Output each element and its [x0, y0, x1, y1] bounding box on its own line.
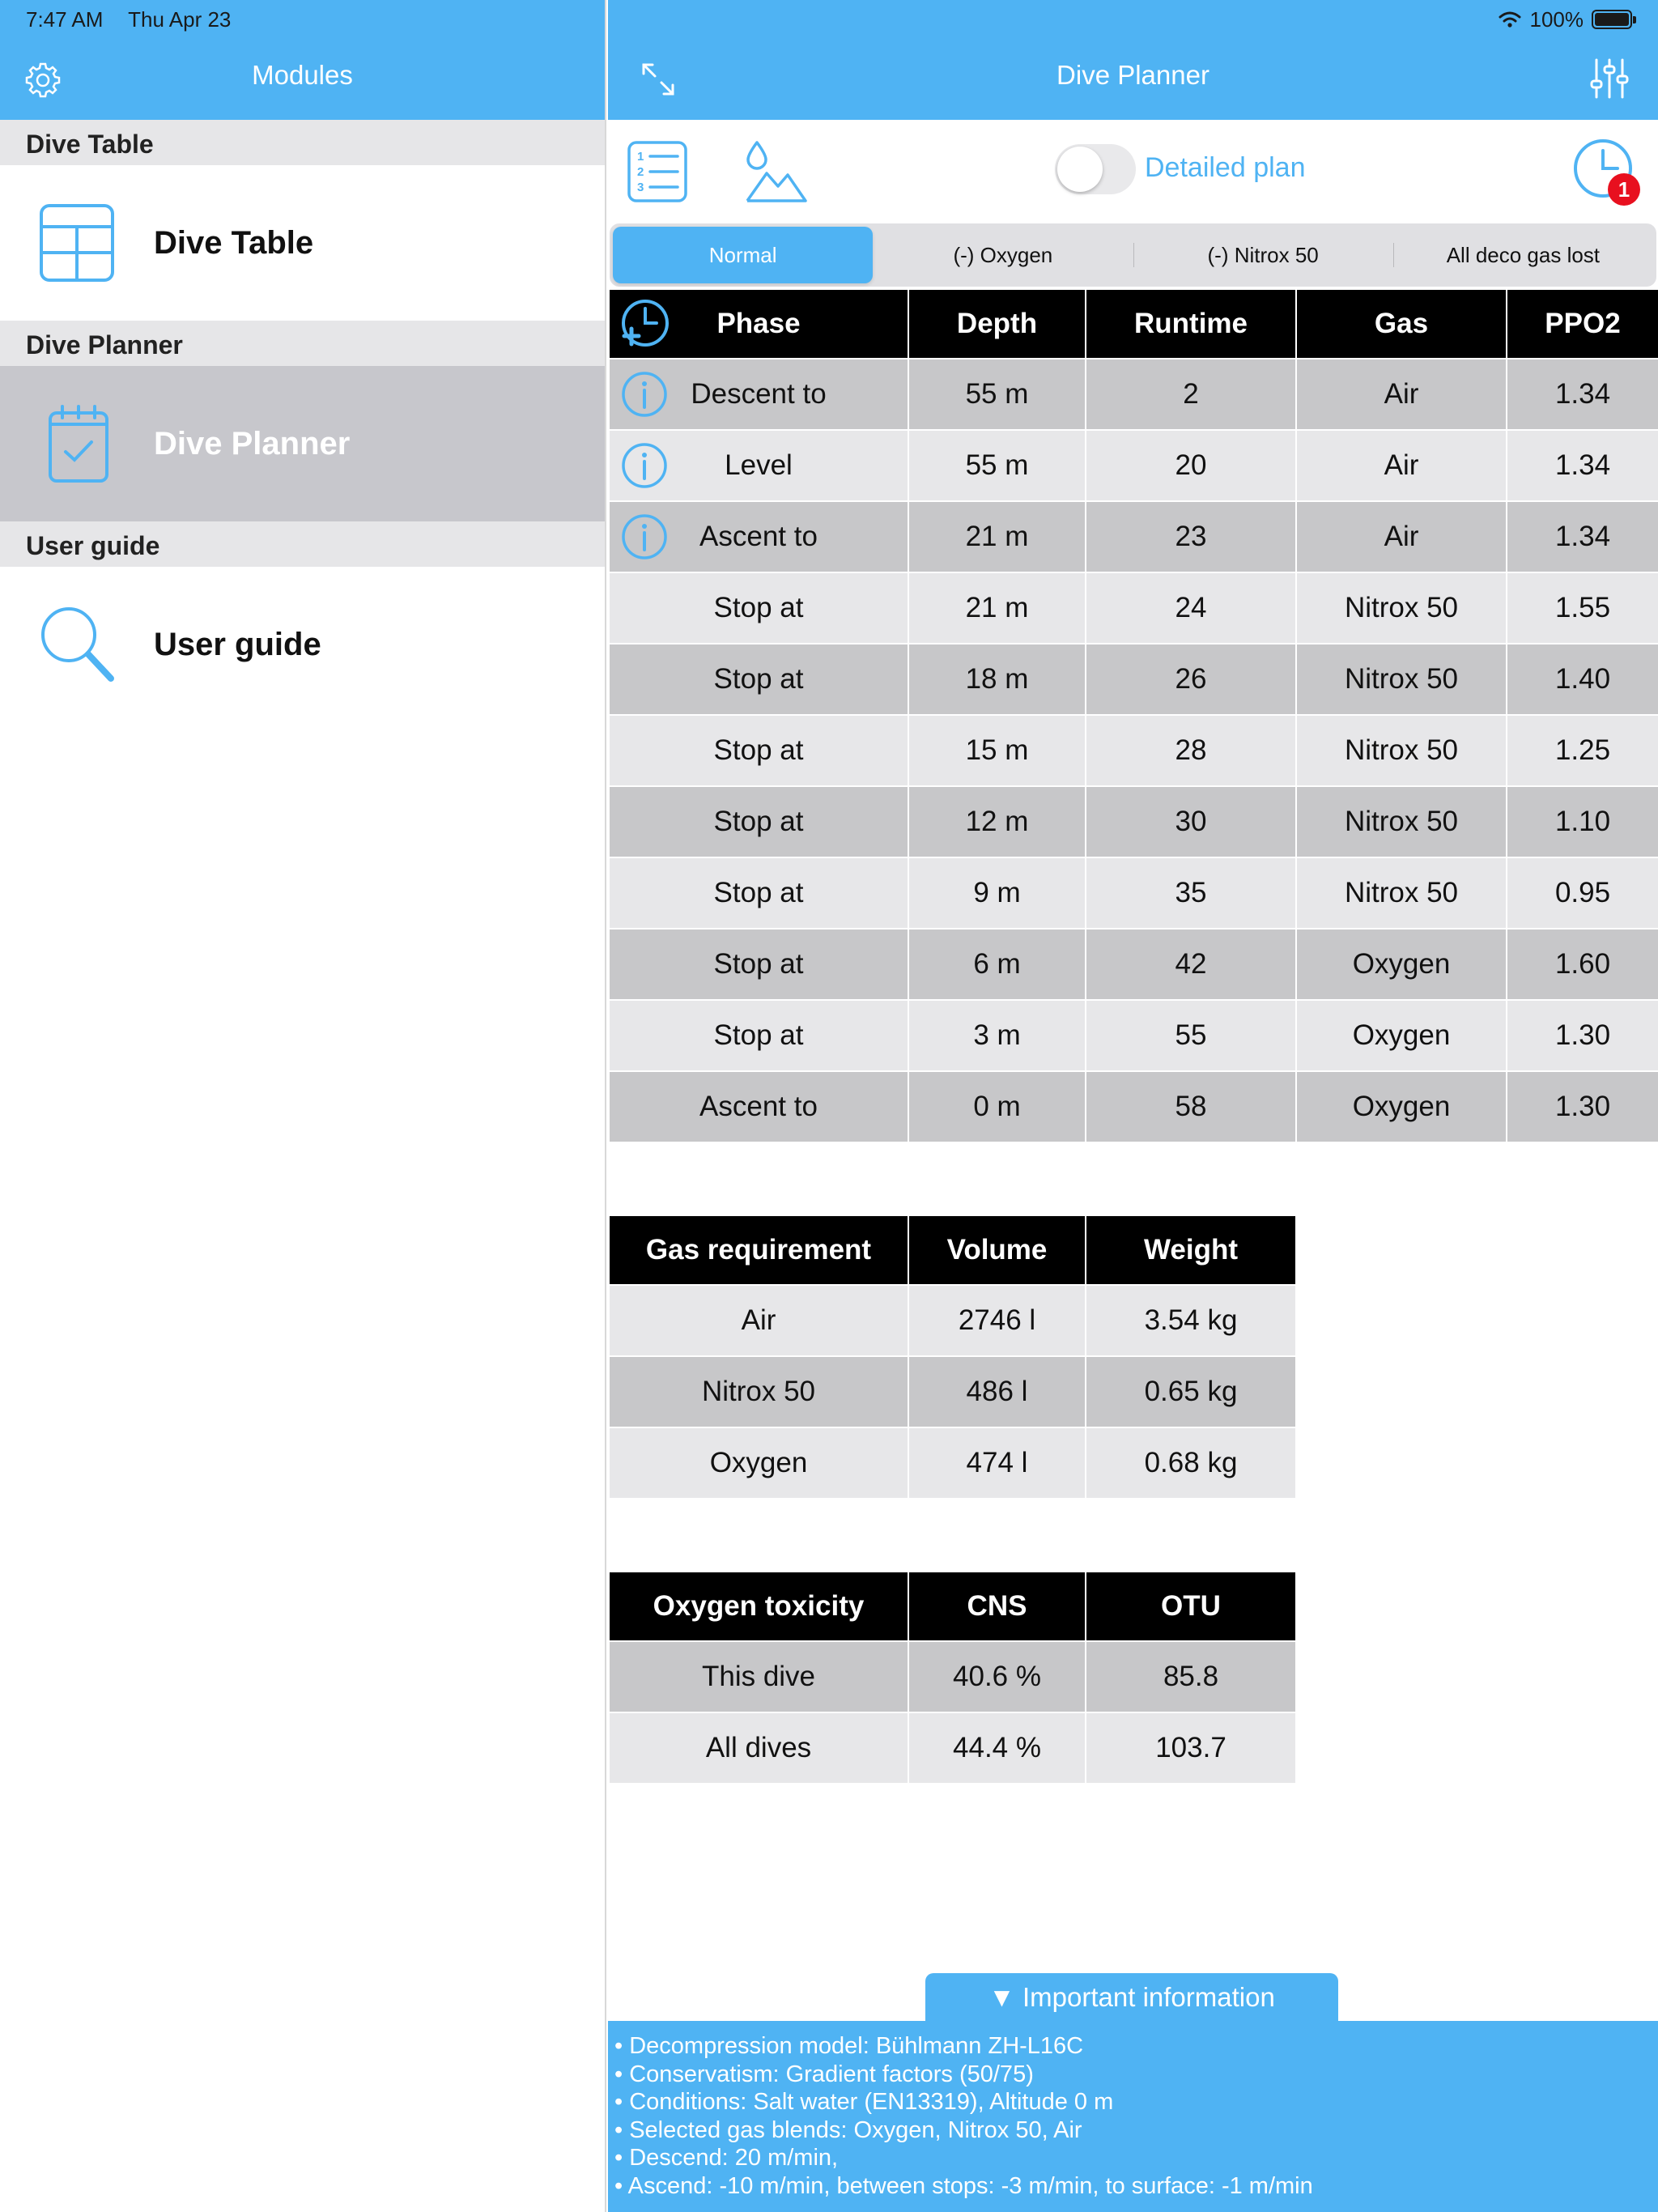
cell-volume: 474 l	[908, 1427, 1086, 1499]
sliders-icon[interactable]	[1590, 57, 1629, 100]
cell-ppo2: 1.40	[1507, 644, 1658, 715]
cell-ppo2: 1.30	[1507, 1000, 1658, 1071]
info-icon[interactable]	[621, 513, 668, 560]
cell-gas-name: Nitrox 50	[609, 1356, 908, 1427]
phase-label: Stop at	[713, 1019, 804, 1051]
cell-depth: 55 m	[908, 359, 1086, 430]
cell-otu: 85.8	[1086, 1641, 1296, 1712]
phase-label: Ascent to	[699, 521, 818, 552]
phase-label: Stop at	[713, 877, 804, 908]
wifi-icon	[1498, 11, 1522, 28]
page-title: Dive Planner	[1056, 60, 1209, 90]
table-row	[609, 1712, 1296, 1784]
cell-runtime: 24	[1086, 572, 1296, 644]
status-time: 7:47 AM	[26, 6, 104, 32]
table-row[interactable]	[609, 359, 1658, 430]
cell-gas: Air	[1296, 430, 1507, 501]
header-gas: Gas	[1296, 289, 1507, 359]
table-row[interactable]	[609, 1000, 1658, 1071]
toggle-knob	[1057, 147, 1103, 192]
cell-phase	[609, 857, 908, 929]
planner-toolbar	[608, 120, 1658, 223]
cell-ppo2: 1.34	[1507, 359, 1658, 430]
cell-depth: 12 m	[908, 786, 1086, 857]
cell-runtime: 20	[1086, 430, 1296, 501]
cell-ppo2: 1.34	[1507, 501, 1658, 572]
cell-depth: 3 m	[908, 1000, 1086, 1071]
cell-phase	[609, 1000, 908, 1071]
search-icon	[32, 600, 121, 689]
cell-phase	[609, 572, 908, 644]
header-phase-label: Phase	[716, 308, 801, 339]
cell-volume: 486 l	[908, 1356, 1086, 1427]
battery-percent: 100%	[1529, 6, 1584, 32]
cell-phase	[609, 501, 908, 572]
cell-runtime: 42	[1086, 929, 1296, 1000]
cell-phase	[609, 786, 908, 857]
phase-label: Ascent to	[699, 1091, 818, 1122]
header-oxygen-toxicity: Oxygen toxicity	[609, 1572, 908, 1641]
cell-ppo2: 1.34	[1507, 430, 1658, 501]
cell-runtime: 23	[1086, 501, 1296, 572]
notification-badge: 1	[1608, 173, 1640, 206]
cell-label: All dives	[609, 1712, 908, 1784]
dive-planner-pane	[608, 0, 1658, 2212]
detailed-plan-label: Detailed plan	[1145, 152, 1306, 183]
cell-gas-name: Oxygen	[609, 1427, 908, 1499]
cell-ppo2: 1.25	[1507, 715, 1658, 786]
cell-runtime: 28	[1086, 715, 1296, 786]
section-header-dive-table: Dive Table	[0, 120, 605, 165]
header-gas-requirement: Gas requirement	[609, 1215, 908, 1285]
phase-label: Stop at	[713, 663, 804, 695]
module-label-user-guide: User guide	[154, 626, 321, 662]
phase-label: Stop at	[713, 806, 804, 837]
phase-label: Stop at	[713, 948, 804, 980]
header-phase	[609, 289, 908, 359]
table-row[interactable]	[609, 644, 1658, 715]
cell-volume: 2746 l	[908, 1285, 1086, 1356]
status-date: Thu Apr 23	[128, 6, 232, 32]
svg-text:1: 1	[637, 150, 644, 164]
table-row[interactable]	[609, 572, 1658, 644]
table-row[interactable]	[609, 929, 1658, 1000]
module-dive-planner[interactable]	[0, 366, 605, 521]
section-header-user-guide: User guide	[0, 521, 605, 567]
cell-phase	[609, 430, 908, 501]
table-row[interactable]	[609, 501, 1658, 572]
header-ppo2: PPO2	[1507, 289, 1658, 359]
info-line: • Conditions: Salt water (EN13319), Altitude 0 m	[614, 2089, 1114, 2115]
table-row[interactable]	[609, 715, 1658, 786]
cell-ppo2: 1.10	[1507, 786, 1658, 857]
cell-gas: Nitrox 50	[1296, 786, 1507, 857]
cell-ppo2: 1.55	[1507, 572, 1658, 644]
cell-ppo2: 1.60	[1507, 929, 1658, 1000]
cell-gas: Nitrox 50	[1296, 572, 1507, 644]
detailed-plan-toggle[interactable]	[1055, 144, 1136, 194]
cell-depth: 18 m	[908, 644, 1086, 715]
table-row	[609, 1285, 1296, 1356]
cell-ppo2: 1.30	[1507, 1071, 1658, 1142]
gas-requirement-table	[608, 1214, 1297, 1499]
battery-icon	[1592, 10, 1632, 29]
table-header-row	[609, 1572, 1296, 1641]
phase-label: Stop at	[713, 592, 804, 623]
dive-plan-table	[608, 288, 1658, 1143]
cell-runtime: 30	[1086, 786, 1296, 857]
cell-weight: 0.68 kg	[1086, 1427, 1296, 1499]
cell-depth: 0 m	[908, 1071, 1086, 1142]
info-line: • Decompression model: Bühlmann ZH-L16C	[614, 2033, 1084, 2059]
sidebar-title: Modules	[252, 60, 353, 90]
table-header-row	[609, 1215, 1296, 1285]
table-row[interactable]	[609, 1071, 1658, 1142]
info-icon[interactable]	[621, 442, 668, 489]
table-row	[609, 1641, 1296, 1712]
info-line: • Descend: 20 m/min,	[614, 2145, 839, 2171]
cell-runtime: 58	[1086, 1071, 1296, 1142]
cell-phase	[609, 929, 908, 1000]
cell-depth: 9 m	[908, 857, 1086, 929]
cell-gas: Nitrox 50	[1296, 644, 1507, 715]
cell-gas: Oxygen	[1296, 1000, 1507, 1071]
cell-phase	[609, 715, 908, 786]
add-stop-icon[interactable]	[619, 299, 670, 349]
dive-table-icon	[32, 198, 121, 287]
segment-minus-nitrox-50[interactable]: (-) Nitrox 50	[1133, 227, 1393, 283]
table-header-row	[609, 289, 1658, 359]
table-row[interactable]	[609, 430, 1658, 501]
cell-gas: Air	[1296, 501, 1507, 572]
module-dive-table[interactable]	[0, 165, 605, 321]
important-information-toggle[interactable]: ▼ Important information	[925, 1973, 1338, 2022]
cell-depth: 21 m	[908, 501, 1086, 572]
profile-icon[interactable]	[744, 138, 807, 204]
cell-phase	[609, 644, 908, 715]
cell-runtime: 2	[1086, 359, 1296, 430]
header-otu: OTU	[1086, 1572, 1296, 1641]
modules-sidebar	[0, 0, 606, 2212]
cell-gas: Nitrox 50	[1296, 857, 1507, 929]
svg-text:3: 3	[637, 181, 644, 194]
cell-depth: 15 m	[908, 715, 1086, 786]
status-bar	[0, 0, 1658, 39]
cell-otu: 103.7	[1086, 1712, 1296, 1784]
info-line: • Ascend: -10 m/min, between stops: -3 m/min, to surface: -1 m/min	[614, 2172, 1313, 2199]
header-volume: Volume	[908, 1215, 1086, 1285]
important-information-panel	[608, 2021, 1658, 2212]
cell-ppo2: 0.95	[1507, 857, 1658, 929]
segment-normal[interactable]: Normal	[613, 227, 873, 283]
module-label-dive-table: Dive Table	[154, 224, 314, 261]
module-user-guide[interactable]	[0, 567, 605, 722]
cell-weight: 0.65 kg	[1086, 1356, 1296, 1427]
status-left	[26, 7, 250, 32]
module-label-dive-planner: Dive Planner	[154, 425, 351, 462]
header-runtime: Runtime	[1086, 289, 1296, 359]
cell-label: This dive	[609, 1641, 908, 1712]
phase-label: Stop at	[713, 734, 804, 766]
header-weight: Weight	[1086, 1215, 1296, 1285]
cell-gas: Air	[1296, 359, 1507, 430]
dive-planner-icon	[32, 399, 121, 488]
cell-depth: 21 m	[908, 572, 1086, 644]
cell-runtime: 55	[1086, 1000, 1296, 1071]
cell-depth: 55 m	[908, 430, 1086, 501]
cell-depth: 6 m	[908, 929, 1086, 1000]
table-row[interactable]	[609, 786, 1658, 857]
cell-phase	[609, 359, 908, 430]
table-row	[609, 1427, 1296, 1499]
scenario-segmented-control	[610, 223, 1656, 287]
cell-cns: 44.4 %	[908, 1712, 1086, 1784]
header-cns: CNS	[908, 1572, 1086, 1641]
list-icon[interactable]	[627, 141, 687, 202]
segment-all-deco-gas-lost[interactable]: All deco gas lost	[1393, 227, 1653, 283]
cell-gas: Oxygen	[1296, 1071, 1507, 1142]
phase-label: Descent to	[691, 378, 827, 410]
cell-weight: 3.54 kg	[1086, 1285, 1296, 1356]
info-line: • Conservatism: Gradient factors (50/75)	[614, 2061, 1034, 2087]
cell-runtime: 35	[1086, 857, 1296, 929]
cell-gas: Oxygen	[1296, 929, 1507, 1000]
cell-gas-name: Air	[609, 1285, 908, 1356]
info-line: • Selected gas blends: Oxygen, Nitrox 50, Air	[614, 2116, 1082, 2143]
oxygen-toxicity-table	[608, 1571, 1297, 1784]
info-icon[interactable]	[621, 371, 668, 418]
phase-label: Level	[725, 449, 793, 481]
section-header-dive-planner: Dive Planner	[0, 321, 605, 366]
cell-gas: Nitrox 50	[1296, 715, 1507, 786]
table-row[interactable]	[609, 857, 1658, 929]
segment-minus-oxygen[interactable]: (-) Oxygen	[953, 243, 1053, 267]
header-depth: Depth	[908, 289, 1086, 359]
cell-cns: 40.6 %	[908, 1641, 1086, 1712]
table-row	[609, 1356, 1296, 1427]
svg-text:2: 2	[637, 165, 644, 179]
cell-runtime: 26	[1086, 644, 1296, 715]
history-button[interactable]	[1572, 138, 1640, 206]
status-right	[1498, 7, 1633, 32]
cell-phase	[609, 1071, 908, 1142]
